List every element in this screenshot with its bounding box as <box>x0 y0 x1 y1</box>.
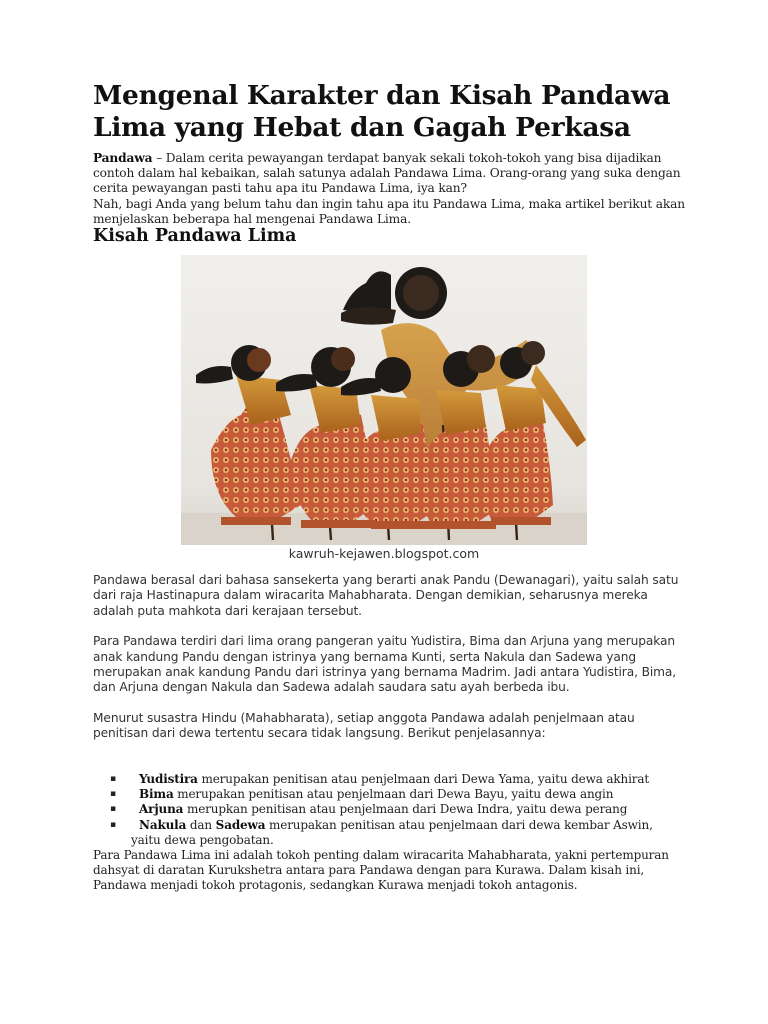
intro-lead-text: – Dalam cerita pewayangan terdapat banyak sekali tokoh-tokoh yang bisa dijadikan contoh dalam hal kebaikan, salah satunya adalah Pandawa Lima. Orang-orang yang suka dengan cerita pewayangan pasti tahu apa itu Pandawa Lima, iya kan? <box>93 151 681 196</box>
pandawa-list <box>93 772 683 848</box>
body-paragraph-1: Pandawa berasal dari bahasa sansekerta yang berarti anak Pandu (Dewanagari), yaitu salah satu dari raja Hastinapura dalam wiracarita Mahabharata. Dengan demikian, seharusnya mereka adalah puta mahkota dari kerajaan tersebut. <box>93 573 679 618</box>
intro-paragraph <box>93 151 693 227</box>
list-item <box>93 818 683 848</box>
body-paragraph-2: Para Pandawa terdiri dari lima orang pangeran yaitu Yudistira, Bima dan Arjuna yang merupakan anak kandung Pandu dengan istrinya yang bernama Kunti, serta Nakula dan Sadewa yang merupakan anak kandung Pandu dari istrinya yang bernama Madrim. Jadi antara Yudistira, Bima, dan Arjuna dengan Nakula dan Sadewa adalah saudara satu ayah berbeda ibu. <box>93 634 677 695</box>
intro-second-line: Nah, bagi Anda yang belum tahu dan ingin tahu apa itu Pandawa Lima, maka artikel berikut akan menjelaskan beberapa hal mengenai Pandawa Lima. <box>93 196 685 226</box>
article-title: Mengenal Karakter dan Kisah Pandawa Lima yang Hebat dan Gagah Perkasa <box>93 80 671 143</box>
square-bullet-icon: ▪ <box>110 789 116 800</box>
image-caption: kawruh-kejawen.blogspot.com <box>288 546 480 561</box>
square-bullet-icon: ▪ <box>110 804 116 815</box>
list-item-text: merupakan penitisan atau penjelmaan dari Dewa Yama, yaitu dewa akhirat <box>197 772 650 786</box>
list-item-text: merupakan penitisan atau penjelmaan dari Dewa Bayu, yaitu dewa angin <box>173 787 614 802</box>
list-item <box>93 772 683 787</box>
list-item-name: Arjuna <box>139 802 184 817</box>
list-item-conjunction: dan <box>186 817 216 832</box>
wayang-image <box>181 255 587 545</box>
list-item-continuation: yaitu dewa pengobatan. <box>131 832 274 847</box>
list-item-text: merupkan penitisan atau penjelmaan dari Dewa Indra, yaitu dewa perang <box>183 802 628 817</box>
list-item-name: Yudistira <box>139 772 198 786</box>
list-item <box>93 802 683 817</box>
list-item-text: merupakan penitisan atau penjelmaan dari dewa kembar Aswin, <box>265 817 653 832</box>
list-item-name: Bima <box>139 787 174 802</box>
section-heading: Kisah Pandawa Lima <box>93 226 297 246</box>
article-body <box>93 573 683 757</box>
closing-paragraph: Para Pandawa Lima ini adalah tokoh penting dalam wiracarita Mahabharata, yakni pertempuran dahsyat di daratan Kurukshetra antara para Pandawa dengan para Kurawa. Dalam kisah ini, Pandawa menjadi tokoh protagonis, sedangkan Kurawa menjadi tokoh antagonis. <box>93 848 669 893</box>
list-item-name-2: Sadewa <box>215 817 266 832</box>
body-paragraph-3: Menurut susastra Hindu (Mahabharata), setiap anggota Pandawa adalah penjelmaan atau penitisan dari dewa tertentu secara tidak langsung. Berikut penjelasannya: <box>93 711 635 741</box>
intro-lead-bold: Pandawa <box>93 151 153 165</box>
pandawa-list-section <box>93 772 683 894</box>
square-bullet-icon: ▪ <box>110 774 116 784</box>
list-item <box>93 787 683 802</box>
square-bullet-icon: ▪ <box>110 819 116 830</box>
list-item-name: Nakula <box>139 817 187 832</box>
